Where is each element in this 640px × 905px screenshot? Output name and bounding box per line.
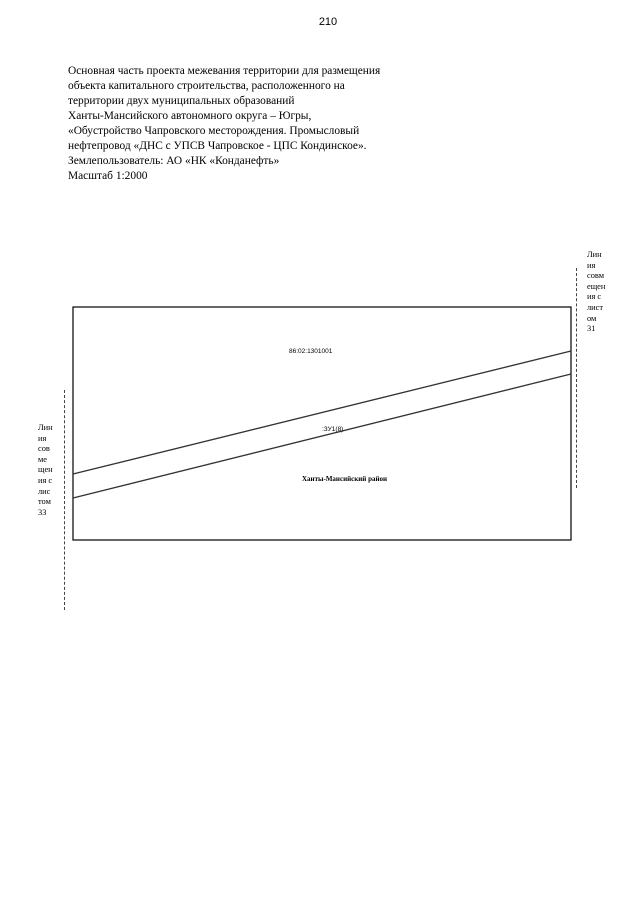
left-label-line: 33 <box>38 507 47 517</box>
left-label-line: том <box>38 497 51 507</box>
left-label-line: ия <box>38 433 47 443</box>
left-label-line: Лин <box>38 423 53 432</box>
page-number: 210 <box>318 16 338 28</box>
left-label-line: щен <box>38 465 53 475</box>
district-label: Ханты-Мансийский район <box>302 475 388 483</box>
right-label-line: ещен <box>587 281 606 291</box>
map-frame <box>73 307 571 540</box>
heading-line: нефтепровод «ДНС с УПСВ Чапровское - ЦПС Кондинское». <box>68 140 367 152</box>
right-label-line: совм <box>587 271 605 281</box>
heading-line: «Обустройство Чапровского месторождения. Промысловый <box>68 125 360 137</box>
heading-line: Землепользователь: АО «НК «Конданефть» <box>68 155 280 167</box>
heading-line: объекта капитального строительства, расположенного на <box>68 80 345 92</box>
left-label-line: ме <box>38 454 48 464</box>
right-label-line: ия с <box>587 292 602 302</box>
left-label-line: лис <box>38 486 51 496</box>
parcel-label: :ЗУ1(8) <box>322 426 344 433</box>
right-label-line: Лин <box>587 250 602 259</box>
heading-line: Ханты-Мансийского автономного округа – Югры, <box>68 110 312 122</box>
right-label-line: ия <box>587 260 596 270</box>
right-label-line: 31 <box>587 324 596 334</box>
right-label-line: лист <box>587 302 604 312</box>
heading-line: Масштаб 1:2000 <box>68 170 148 182</box>
heading-line: территории двух муниципальных образований <box>68 95 295 107</box>
right-label-line: ом <box>587 313 597 323</box>
left-label-line: сов <box>38 444 50 454</box>
corridor-upper-boundary <box>73 351 571 474</box>
cadastral-block-label: 86:02:1301001 <box>289 348 333 355</box>
left-label-line: ия с <box>38 475 53 485</box>
heading-line: Основная часть проекта межевания территории для размещения <box>68 65 381 77</box>
